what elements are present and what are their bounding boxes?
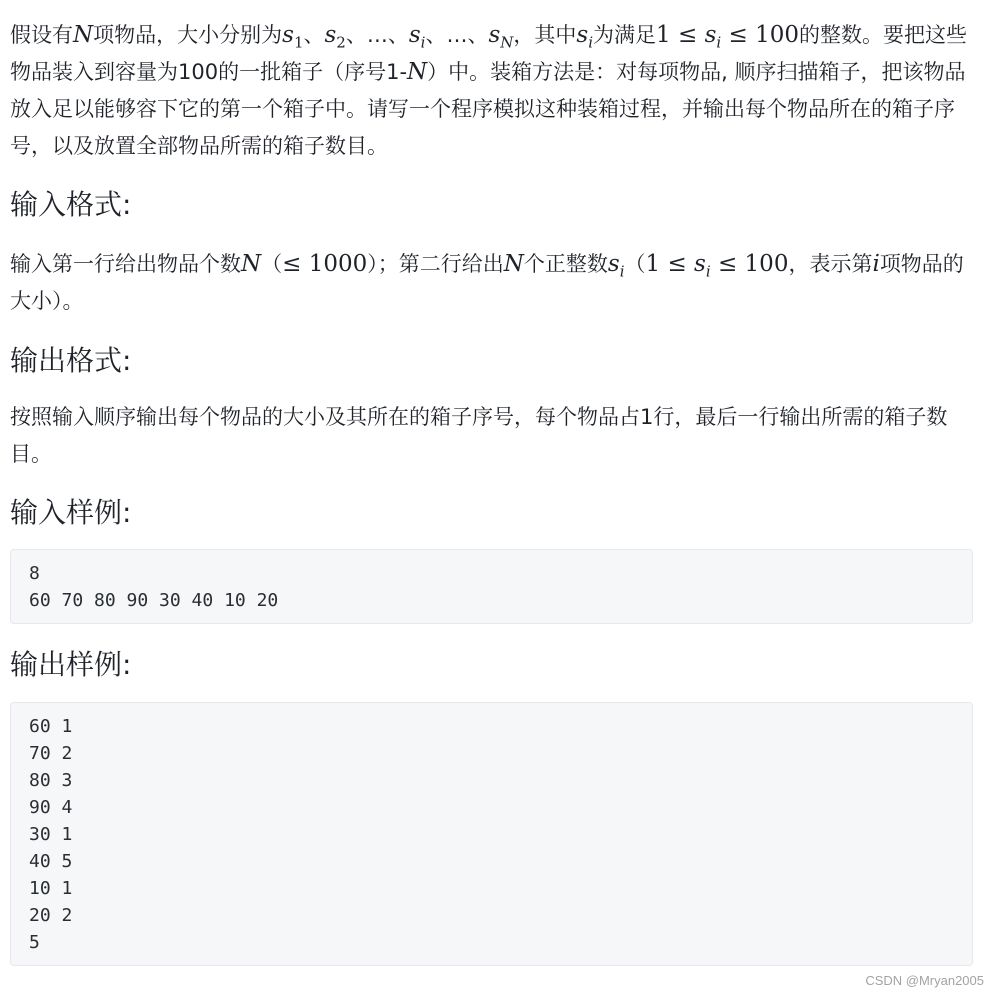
code-line: 8 — [29, 563, 40, 584]
watermark: CSDN @Mryan2005 — [865, 973, 984, 988]
math-si: $s_i$ — [408, 22, 426, 52]
code-line: 30 1 — [29, 824, 73, 845]
math-s1: $s_1$ — [282, 22, 304, 52]
math-bound: ≤ 1000 — [282, 251, 368, 277]
code-line: 70 2 — [29, 743, 73, 764]
problem-description: 假设有N项物品，大小分别为$s_1$、$s_2$、…、$s_i$、…、$s_N$，其中$s_i$为满足$1 \le s_i \le 100$的整数。要把这些物品装入到容量为100的一批箱子（序号1-N）中。装箱方法是：对每项物品, 顺序扫描箱子，把该物品放入足以能够容下它的第一个箱子中。请写一个程序模拟这种装箱过程，并输出每个物品所在的箱子序号，以及放置全部物品所需的箱子数目。 — [10, 22, 967, 158]
code-line: 10 1 — [29, 878, 73, 899]
code-line: 60 1 — [29, 716, 73, 737]
code-line: 20 2 — [29, 905, 73, 926]
sample-input-heading: 输入样例: — [10, 496, 132, 529]
problem-content — [10, 0, 973, 966]
math-N: N — [407, 59, 428, 85]
output-format-heading: 输出格式: — [10, 344, 132, 377]
math-inequality: $1 \le s_i \le 100$ — [645, 251, 789, 281]
math-N: N — [503, 251, 524, 277]
code-line: 90 4 — [29, 797, 73, 818]
math-s2: $s_2$ — [324, 22, 346, 52]
math-si: $s_i$ — [607, 251, 625, 281]
input-format-heading: 输入格式: — [10, 188, 132, 221]
math-si: $s_i$ — [576, 22, 594, 52]
math-N: N — [73, 22, 94, 48]
code-line: 80 3 — [29, 770, 73, 791]
input-format-text: 输入第一行给出物品个数N（≤ 1000）；第二行给出N个正整数$s_i(1 \le s_i \le 100$，表示第i项物品的大小）。 — [10, 251, 964, 313]
sample-output-heading: 输出样例: — [10, 648, 132, 681]
sample-input-code[interactable] — [10, 549, 973, 624]
math-sN: $s_N$ — [488, 22, 514, 52]
code-line: 60 70 80 90 30 40 10 20 — [29, 590, 279, 611]
code-line: 40 5 — [29, 851, 73, 872]
sample-output-code[interactable] — [10, 702, 973, 966]
math-N: N — [241, 251, 262, 277]
output-format-text: 按照输入顺序输出每个物品的大小及其所在的箱子序号，每个物品占1行，最后一行输出所需的箱子数目。 — [10, 405, 948, 466]
math-inequality: $1 \le s_i \le 100$ — [656, 22, 799, 52]
math-i: i — [872, 251, 880, 277]
code-line: 5 — [29, 932, 40, 953]
description-text: 项物品，大小分别为 — [93, 23, 283, 47]
description-text: 假设有 — [10, 23, 73, 47]
